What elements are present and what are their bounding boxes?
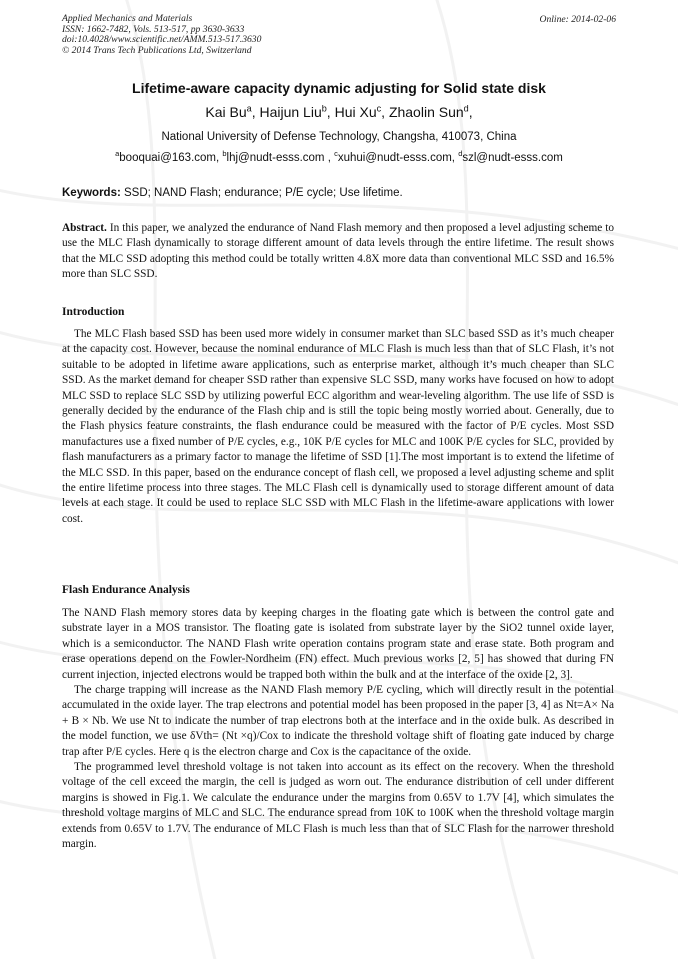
abstract-label: Abstract. (62, 222, 107, 234)
author-sup: a (246, 103, 252, 114)
body-paragraph: The programmed level threshold voltage is not taken into account as its effect on the recovery. When the threshold voltage of the cell exceed the margin, the cell is judged as worn out. The endurance distribution of cell under different margins is showed in Fig.1. We calculate the endurance under the margins from 0.65V to 1.7V [4], which simulates the threshold voltage margins of MLC and SLC. The endurance spread from 10K to 100K when the threshold voltage margin extends from 0.65V to 1.7V. The endurance of MLC Flash is much less than that of SLC Flash for the narrower threshold margin. (62, 761, 614, 851)
email-address[interactable]: lhj@nudt-esss.com , (226, 152, 331, 164)
email-address[interactable]: xuhui@nudt-esss.com, (337, 152, 459, 164)
author-name: Haijun Liu (259, 104, 322, 120)
body-paragraph: The MLC Flash based SSD has been used more widely in consumer market than SLC based SSD as it’s much cheaper at the capacity cost. However, because the nominal endurance of MLC Flash is much less than that of SLC Flash, it’s not suitable to be adopted in lifetime aware applications, such as enterprise market, although it’s much cheaper than SLC SSD. As the market demand for cheaper SSD rather than expensive SLC SSD, many works have focused on how to adopt MLC SSD to replace SLC SSD by utilizing powerful ECC algorithm and wear-leveling algorithm. The use life of SSD is generally decided by the endurance of the Flash chip and is still the topic being mostly worried about. Generally, due to the Flash physics feature constraints, the flash endurance could be measured with the factor of P/E cycles. Most SSD manufactures use a fixed number of P/E cycles, e.g., 10K P/E cycles for MLC and 100K P/E cycles for SLC, provided by flash manufacturers as a primary factor to manage the lifetime of SSD [1].The most important is to extend the lifetime of the MLC SSD. In this paper, based on the endurance concept of flash cell, we proposed a level adjusting scheme and split the entire lifetime process into three stages. The MLC Flash cell is dynamically used to storage different amount of data levels at each stage. It could be used to replace SLC SSD with MLC Flash in the lifetime-aware applications with lower cost. (62, 328, 614, 525)
email-address[interactable]: szl@nudt-esss.com (462, 152, 563, 164)
email-address[interactable]: booquai@163.com, (119, 152, 223, 164)
email-sup: a (115, 149, 120, 159)
author-name: Zhaolin Sun (388, 104, 464, 120)
flash-heading: Flash Endurance Analysis (62, 584, 190, 596)
issn-line: ISSN: 1662-7482, Vols. 513-517, pp 3630-3633 (62, 23, 245, 35)
keywords-text: SSD; NAND Flash; endurance; P/E cycle; Use lifetime. (124, 187, 403, 199)
author-list: Kai Bu$^a$, Haijun Liu$^b$, Hui Xu$^c$, Zhaolin Sun$^d$, (205, 103, 473, 120)
abstract-text: In this paper, we analyzed the endurance of Nand Flash memory and then proposed a level adjusting scheme to use the MLC Flash dynamically to storage different amount of data levels through the entire lifetime. The result shows that the MLC SSD adopting this method could be totally written 4.8X more data than conventional MLC SSD and 16.5% more than SLC SSD. (62, 222, 614, 281)
author-sup: b (321, 103, 327, 114)
journal-name: Applied Mechanics and Materials (62, 13, 193, 24)
abstract-paragraph (62, 221, 614, 283)
flash-body (62, 606, 614, 853)
keywords-line (62, 187, 403, 199)
body-paragraph: The charge trapping will increase as the NAND Flash memory P/E cycling, which will directly result in the potential accumulated in the oxide layer. The trap electrons and potential model has been proposed in the paper [3, 4] as Nt=A× Na + B × Nb. We use Nt to indicate the number of trap electrons both at the interface and in the oxide bulk. As described in the model function, we use δVth= (Nt ×q)/Cox to indicate the threshold voltage shift of floating gate induced by charge trap after P/E cycles. Here q is the electron charge and Cox is the capacitance of the oxide. (62, 684, 614, 758)
keywords-label: Keywords: (62, 187, 121, 199)
paper-title: Lifetime-aware capacity dynamic adjusting for Solid state disk (132, 80, 546, 96)
abstract (62, 221, 614, 283)
author-sup: c (376, 103, 382, 114)
author-sup: d (463, 103, 469, 114)
body-paragraph: The NAND Flash memory stores data by keeping charges in the floating gate which is between the control gate and substrate layer in a MOS transistor. The floating gate is isolated from substrate layer by the SiO2 tunnel oxide layer, which is a semiconductor. The NAND Flash write operation contains program state and erase state. Both program and erase operations depend on the Fowler-Nordheim (FN) effect. Much previous works [2, 5] has showed that during FN current injection, injected electrons would be trapped both within the bulk and at the interface of the oxide [2, 3]. (62, 607, 614, 681)
online-date: Online: 2014-02-06 (539, 14, 616, 25)
email-sup: c (334, 149, 338, 159)
email-sup: d (458, 149, 463, 159)
email-list (0, 149, 678, 164)
introduction-body (62, 327, 614, 527)
doi-line: doi:10.4028/www.scientific.net/AMM.513-517.3630 (62, 34, 262, 46)
email-sup: b (222, 149, 227, 159)
journal-header (62, 14, 261, 56)
author-name: Kai Bu (205, 104, 247, 120)
affiliation: National University of Defense Technology, Changsha, 410073, China (161, 131, 517, 143)
copyright-line: © 2014 Trans Tech Publications Ltd, Switzerland (62, 44, 252, 56)
introduction-heading: Introduction (62, 306, 125, 318)
author-name: Hui Xu (334, 104, 377, 120)
